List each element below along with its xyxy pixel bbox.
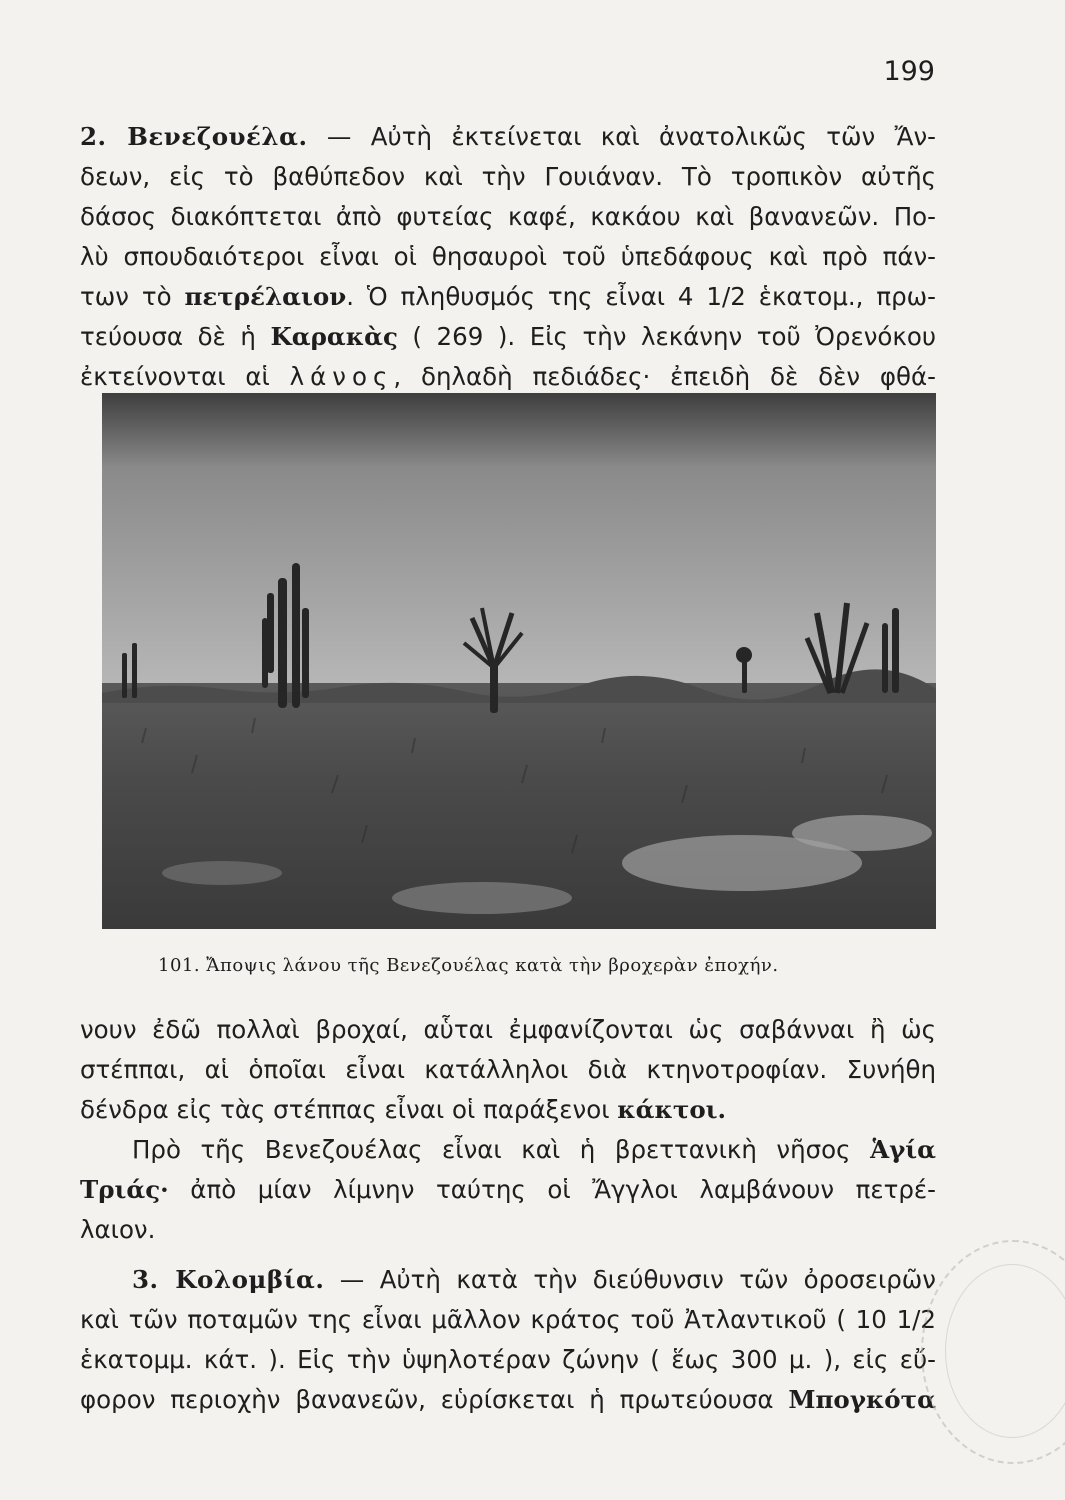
colombia-paragraph — [80, 1260, 936, 1420]
colombia-line-3: ἑκατομμ. κάτ. ). Εἰς τὴν ὑψηλοτέραν ζώνην ( ἕως 300 μ. ), εἰς εὔ- — [80, 1345, 936, 1374]
trinidad-paragraph — [80, 1130, 936, 1250]
continuation-line-3: δένδρα εἰς τὰς στέππας εἶναι οἱ παράξενοι κάκτοι. — [80, 1095, 727, 1124]
trinidad-line-3: λαιον. — [80, 1215, 156, 1244]
colombia-line-4: φορον περιοχὴν βανανεῶν, εὑρίσκεται ἡ πρωτεύουσα Μπογκότα — [80, 1385, 936, 1414]
colombia-line-1: 3. Κολομβία. — Αὐτὴ κατὰ τὴν διεύθυνσιν τῶν ὀροσειρῶν — [132, 1265, 936, 1294]
page-number: 199 — [883, 56, 935, 87]
petroleum-term: πετρέλαιον — [184, 282, 347, 311]
venezuela-heading: 2. Βενεζουέλα. — [80, 122, 308, 151]
trinidad-term-part2: Τριάς· — [80, 1175, 169, 1204]
venezuela-line-7: ἐκτείνονται αἱ λάνος, δηλαδὴ πεδιάδες· ἐπειδὴ δὲ δὲν φθά- — [80, 362, 936, 391]
venezuela-line-5: των τὸ πετρέλαιον. Ὁ πληθυσμός της εἶναι 4 1/2 ἑκατομ., πρω- — [80, 282, 936, 311]
venezuela-line-6: τεύουσα δὲ ἡ Καρακὰς ( 269 ). Εἰς τὴν λεκάνην τοῦ Ὀρενόκου — [80, 322, 936, 351]
venezuela-line-2: δεων, εἰς τὸ βαθύπεδον καὶ τὴν Γουιάναν. Τὸ τροπικὸν αὐτῆς — [80, 162, 936, 191]
colombia-line-2: καὶ τῶν ποταμῶν της εἶναι μᾶλλον κράτος τοῦ Ἀτλαντικοῦ ( 10 1/2 — [80, 1305, 936, 1334]
trinidad-term-part1: Ἁγία — [870, 1135, 936, 1164]
trinidad-line-2: Τριάς· ἀπὸ μίαν λίμνην ταύτης οἱ Ἄγγλοι λαμβάνουν πετρέ- — [80, 1175, 936, 1204]
cacti-term: κάκτοι. — [617, 1095, 727, 1124]
venezuela-paragraph — [80, 117, 936, 397]
continuation-paragraph — [80, 1010, 936, 1130]
venezuela-line-1: 2. Βενεζουέλα. — Αὐτὴ ἐκτείνεται καὶ ἀνατολικῶς τῶν Ἄν- — [80, 122, 936, 151]
library-stamp — [921, 1240, 1065, 1464]
venezuela-line-3: δάσος διακόπτεται ἀπὸ φυτείας καφέ, κακάου καὶ βανανεῶν. Πο- — [80, 202, 936, 231]
llanos-term: λάνος — [289, 362, 394, 391]
trinidad-line-1: Πρὸ τῆς Βενεζουέλας εἶναι καὶ ἡ βρεττανικὴ νῆσος Ἁγία — [132, 1135, 936, 1164]
venezuela-line-4: λὺ σπουδαιότεροι εἶναι οἱ θησαυροὶ τοῦ ὑπεδάφους καὶ πρὸ πάν- — [80, 242, 936, 271]
colombia-heading: 3. Κολομβία. — [132, 1265, 325, 1294]
bogota-term: Μπογκότα — [788, 1385, 936, 1414]
library-stamp-inner-ring — [945, 1264, 1065, 1438]
caracas-term: Καρακὰς — [270, 322, 398, 351]
figure-caption: 101. Ἄποψις λάνου τῆς Βενεζουέλας κατὰ τὴν βροχερὰν ἐποχήν. — [158, 955, 779, 976]
llanos-photograph — [102, 393, 936, 929]
continuation-line-2: στέππαι, αἱ ὁποῖαι εἶναι κατάλληλοι διὰ κτηνοτροφίαν. Συνήθη — [80, 1055, 936, 1084]
continuation-line-1: νουν ἐδῶ πολλαὶ βροχαί, αὗται ἐμφανίζονται ὡς σαβάνναι ἢ ὡς — [80, 1015, 936, 1044]
